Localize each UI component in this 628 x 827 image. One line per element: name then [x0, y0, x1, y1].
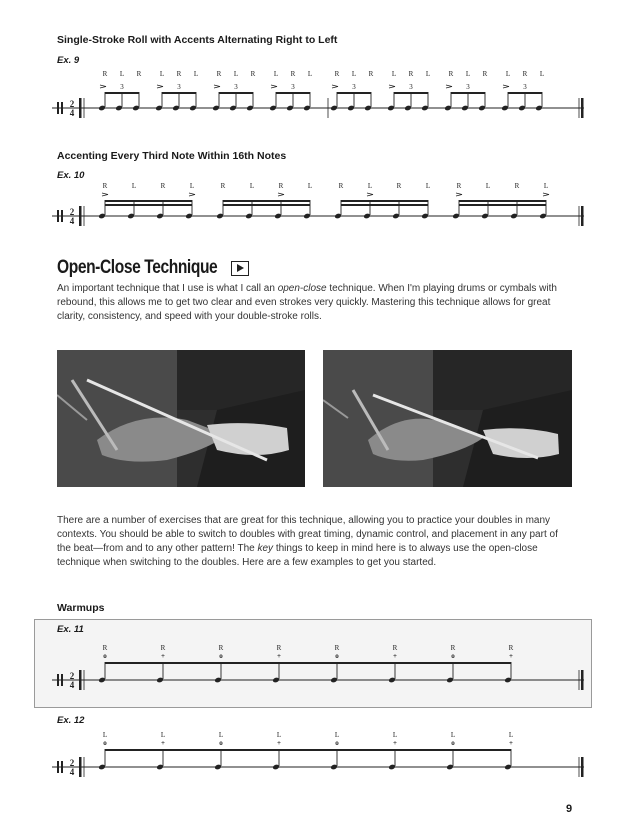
beam: [105, 200, 192, 202]
ex10-notation: [40, 176, 588, 242]
triplet-mark: 3: [291, 83, 295, 91]
sticking-letter: R: [278, 182, 284, 190]
sticking-letter: L: [425, 182, 431, 190]
sticking-letter: R: [250, 70, 256, 78]
sticking-letter: L: [450, 731, 456, 739]
ex9-label: Ex. 9: [57, 55, 80, 66]
sticking-letter: L: [307, 70, 313, 78]
exercise-paragraph: [57, 514, 574, 570]
time-signature-top: 2: [69, 207, 75, 217]
beam: [219, 92, 253, 94]
photo-open: [57, 350, 305, 487]
sticking-letter: R: [508, 644, 514, 652]
sticking-letter: R: [218, 644, 224, 652]
intro-text-a: An important technique that I use is what I call an: [57, 283, 278, 294]
percussion-clef: [57, 761, 59, 773]
accent-mark: [102, 193, 108, 196]
sticking-letter: R: [450, 644, 456, 652]
time-signature-top: 2: [69, 99, 75, 109]
percussion-clef: [57, 674, 59, 686]
sticking-letter: R: [408, 70, 414, 78]
sticking-letter: R: [102, 70, 108, 78]
percussion-clef: [57, 210, 59, 222]
open-mark: o: [335, 652, 339, 660]
beam: [341, 204, 428, 206]
sticking-letter: R: [160, 644, 166, 652]
time-signature-top: 2: [69, 758, 75, 768]
exercise-text-b: things to keep in mind here is to always use the open-close technique when switching to the doubles. Here are a few examples to get you started.: [57, 543, 538, 568]
sticking-letter: L: [102, 731, 108, 739]
ex12-label: Ex. 12: [57, 715, 85, 726]
sticking-letter: L: [160, 731, 166, 739]
beam: [451, 92, 485, 94]
closed-mark: +: [277, 652, 281, 660]
open-mark: o: [451, 652, 455, 660]
beam: [105, 662, 511, 664]
accent-mark: [389, 85, 395, 88]
sticking-letter: R: [290, 70, 296, 78]
sticking-letter: L: [539, 70, 545, 78]
sticking-letter: R: [160, 182, 166, 190]
beam: [508, 92, 542, 94]
sticking-letter: L: [273, 70, 279, 78]
sticking-letter: R: [136, 70, 142, 78]
beam: [105, 204, 192, 206]
sticking-letter: L: [425, 70, 431, 78]
exercise-emphasis: key: [257, 543, 274, 554]
beam: [341, 200, 428, 202]
repeat-start-bar: [79, 757, 82, 777]
open-mark: o: [103, 739, 107, 747]
closed-mark: +: [509, 739, 513, 747]
accent-mark: [456, 193, 462, 196]
end-bar-thick: [581, 98, 584, 118]
open-mark: o: [219, 652, 223, 660]
end-bar-thick: [581, 206, 584, 226]
open-mark: o: [451, 739, 455, 747]
sticking-letter: L: [189, 182, 195, 190]
sticking-letter: R: [396, 182, 402, 190]
open-mark: o: [219, 739, 223, 747]
sticking-letter: R: [220, 182, 226, 190]
triplet-mark: 3: [466, 83, 470, 91]
beam: [459, 204, 546, 206]
beam: [394, 92, 428, 94]
section-title: [57, 256, 249, 280]
sticking-letter: L: [159, 70, 165, 78]
sticking-letter: L: [218, 731, 224, 739]
intro-emphasis: open-close: [277, 283, 327, 294]
sticking-letter: R: [102, 182, 108, 190]
ex12-notation: [40, 727, 588, 791]
sticking-letter: L: [367, 182, 373, 190]
beam: [223, 200, 310, 202]
exercise-text-a: There are a number of exercises that are great for this technique, allowing you to practice your doubles in many contexts. You should be able to switch to doubles with great timing, dynamic control, and placement in any part of the beat—from and to any other pattern! The: [57, 515, 558, 554]
percussion-clef: [61, 210, 63, 222]
closed-mark: +: [161, 739, 165, 747]
percussion-clef: [61, 102, 63, 114]
closed-mark: +: [393, 739, 397, 747]
sticking-letter: L: [193, 70, 199, 78]
ex9-heading: Single-Stroke Roll with Accents Alternating Right to Left: [57, 34, 338, 46]
accent-mark: [100, 85, 106, 88]
intro-paragraph: [57, 282, 574, 324]
percussion-clef: [61, 761, 63, 773]
sticking-letter: L: [249, 182, 255, 190]
sticking-letter: L: [307, 182, 313, 190]
accent-mark: [503, 85, 509, 88]
accent-mark: [543, 193, 549, 196]
sticking-letter: L: [543, 182, 549, 190]
sticking-letter: R: [334, 70, 340, 78]
page-number: 9: [566, 803, 573, 815]
accent-mark: [214, 85, 220, 88]
time-signature-top: 2: [69, 671, 75, 681]
triplet-mark: 3: [120, 83, 124, 91]
closed-mark: +: [509, 652, 513, 660]
beam: [105, 92, 139, 94]
beam: [223, 204, 310, 206]
ex11-notation: [40, 640, 588, 704]
sticking-letter: R: [338, 182, 344, 190]
percussion-clef: [61, 674, 63, 686]
beam: [459, 200, 546, 202]
triplet-mark: 3: [352, 83, 356, 91]
sticking-letter: R: [368, 70, 374, 78]
sticking-letter: L: [334, 731, 340, 739]
accent-mark: [332, 85, 338, 88]
time-signature-bottom: 4: [69, 767, 75, 777]
triplet-mark: 3: [523, 83, 527, 91]
sticking-letter: R: [334, 644, 340, 652]
sticking-letter: R: [392, 644, 398, 652]
sticking-letter: R: [216, 70, 222, 78]
sticking-letter: R: [176, 70, 182, 78]
sticking-letter: R: [482, 70, 488, 78]
sticking-letter: L: [508, 731, 514, 739]
time-signature-bottom: 4: [69, 108, 75, 118]
sticking-letter: R: [276, 644, 282, 652]
sticking-letter: L: [465, 70, 471, 78]
sticking-letter: L: [391, 70, 397, 78]
beam: [337, 92, 371, 94]
ex10-label: Ex. 10: [57, 170, 85, 181]
triplet-mark: 3: [177, 83, 181, 91]
sticking-letter: L: [233, 70, 239, 78]
photo-close: [323, 350, 572, 487]
ex10-heading: Accenting Every Third Note Within 16th Notes: [57, 150, 287, 162]
triplet-mark: 3: [234, 83, 238, 91]
warmups-heading: Warmups: [57, 602, 105, 614]
ex9-notation: [40, 62, 588, 132]
sticking-letter: R: [522, 70, 528, 78]
ex11-label: Ex. 11: [57, 624, 84, 635]
triplet-mark: 3: [409, 83, 413, 91]
accent-mark: [189, 193, 195, 196]
sticking-letter: L: [276, 731, 282, 739]
accent-mark: [446, 85, 452, 88]
time-signature-bottom: 4: [69, 680, 75, 690]
time-signature-bottom: 4: [69, 216, 75, 226]
beam: [276, 92, 310, 94]
beam: [105, 749, 511, 751]
section-title-text: Open-Close Technique: [57, 257, 218, 278]
open-mark: o: [103, 652, 107, 660]
sticking-letter: R: [456, 182, 462, 190]
accent-mark: [367, 193, 373, 196]
end-bar-thick: [581, 670, 584, 690]
closed-mark: +: [277, 739, 281, 747]
open-mark: o: [335, 739, 339, 747]
beam: [162, 92, 196, 94]
sticking-letter: L: [351, 70, 357, 78]
sticking-letter: R: [102, 644, 108, 652]
sticking-letter: L: [485, 182, 491, 190]
sticking-letter: L: [392, 731, 398, 739]
sticking-letter: L: [131, 182, 137, 190]
accent-mark: [157, 85, 163, 88]
accent-mark: [271, 85, 277, 88]
accent-mark: [278, 193, 284, 196]
sticking-letter: L: [119, 70, 125, 78]
play-icon[interactable]: [231, 261, 249, 276]
sticking-letter: R: [514, 182, 520, 190]
end-bar-thick: [581, 757, 584, 777]
repeat-start-bar: [79, 98, 82, 118]
sticking-letter: L: [505, 70, 511, 78]
percussion-clef: [57, 102, 59, 114]
intro-text-b: technique. When I'm playing drums or cymbals with rebound, this allows me to get two clear and even strokes very quickly. Mastering this technique allows for great clarity, consistency, and speed with your double-stroke rolls.: [57, 283, 557, 322]
closed-mark: +: [393, 652, 397, 660]
repeat-start-bar: [79, 670, 82, 690]
sticking-letter: R: [448, 70, 454, 78]
closed-mark: +: [161, 652, 165, 660]
repeat-start-bar: [79, 206, 82, 226]
